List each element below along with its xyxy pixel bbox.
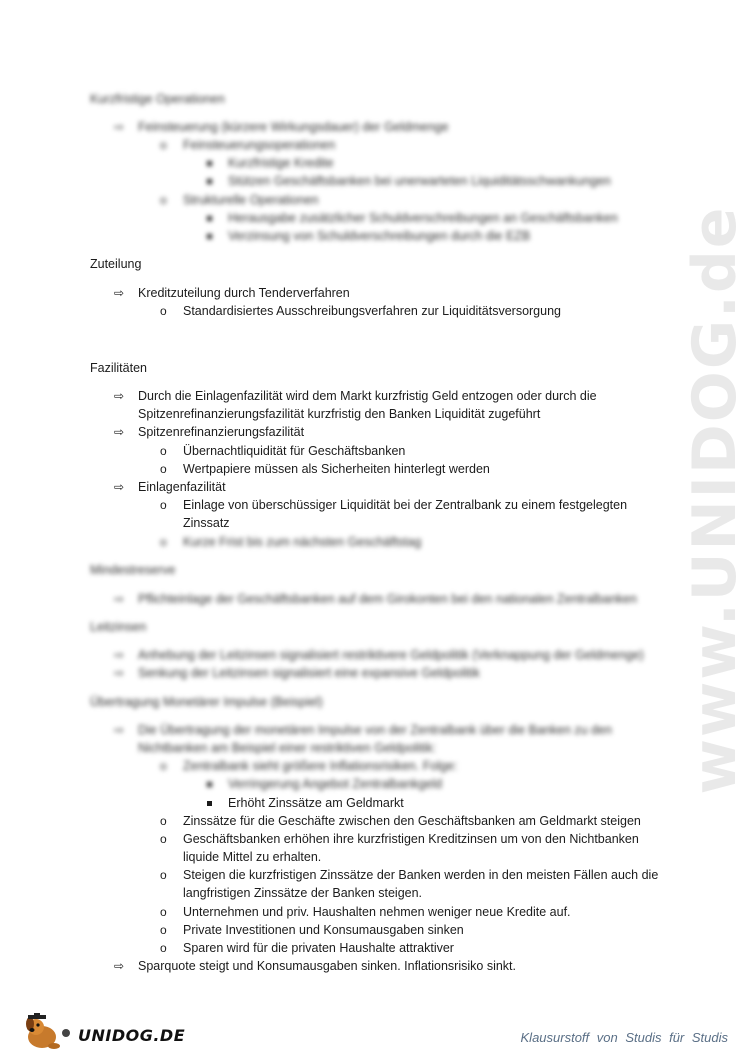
circle-bullet-icon: o [160,814,167,828]
line-text: Spitzenrefinanzierungsfazilität kurzfristig den Banken Liquidität zugeführt [138,407,541,421]
arrow-bullet-icon: ⇨ [114,389,125,403]
line-text: Herausgabe zusätzlicher Schuldverschreibungen an Geschäftsbanken [228,211,618,225]
line-text: Nichtbanken am Beispiel einer restriktiven Geldpolitik: [138,741,437,755]
square-bullet-icon [207,234,212,239]
line-text: Kreditzuteilung durch Tenderverfahren [138,286,350,300]
line-text: Leitzinsen [90,620,147,634]
unidog-logo [22,1013,186,1051]
line-text: Anhebung der Leitzinsen signalisiert restriktivere Geldpolitik (Verknappung der Geldmenge) [138,648,644,662]
square-bullet-icon [207,801,212,806]
line-text: Senkung der Leitzinsen signalisiert eine expansive Geldpolitik [138,666,480,680]
line-text: Feinsteuerungsoperationen [183,138,336,152]
arrow-bullet-icon: ⇨ [114,120,125,134]
line-text: Steigen die kurzfristigen Zinssätze der Banken werden in den meisten Fällen auch die [183,868,659,882]
circle-bullet-icon: o [160,193,167,207]
circle-bullet-icon: o [160,923,167,937]
circle-bullet-icon: o [160,444,167,458]
line-text: Strukturelle Operationen [183,193,319,207]
circle-bullet-icon: o [160,304,167,318]
line-text: Erhöht Zinssätze am Geldmarkt [228,796,404,810]
circle-bullet-icon: o [160,498,167,512]
line-text: Geschäftsbanken erhöhen ihre kurzfristigen Kreditzinsen um von den Nichtbanken [183,832,639,846]
line-text: Wertpapiere müssen als Sicherheiten hinterlegt werden [183,462,490,476]
line-text: liquide Mittel zu erhalten. [183,850,322,864]
line-text: Spitzenrefinanzierungsfazilität [138,425,305,439]
line-text: Fazilitäten [90,361,147,375]
line-text: Mindestreserve [90,563,176,577]
arrow-bullet-icon: ⇨ [114,959,125,973]
line-text: Verzinsung von Schuldverschreibungen durch die EZB [228,229,531,243]
square-bullet-icon [207,216,212,221]
circle-bullet-icon: o [160,941,167,955]
square-bullet-icon [207,179,212,184]
line-text: Kurze Frist bis zum nächsten Geschäftstag [183,535,422,549]
circle-bullet-icon: o [160,905,167,919]
line-text: Verringerung Angebot Zentralbankgeld [228,777,443,791]
square-bullet-icon [207,782,212,787]
line-text: langfristigen Zinssätze der Banken steigen. [183,886,423,900]
circle-bullet-icon: o [160,535,167,549]
line-text: Pflichteinlage der Geschäftsbanken auf dem Girokonten bei den nationalen Zentralbanken [138,592,637,606]
line-text: Sparquote steigt und Konsumausgaben sinken. Inflationsrisiko sinkt. [138,959,517,973]
line-text: Die Übertragung der monetären Impulse von der Zentralbank über die Banken zu den [138,723,612,737]
circle-bullet-icon: o [160,138,167,152]
line-text: Zentralbank sieht größere Inflationsrisiken. Folge: [183,759,458,773]
arrow-bullet-icon: ⇨ [114,425,125,439]
arrow-bullet-icon: ⇨ [114,480,125,494]
line-text: Zinssatz [183,516,230,530]
line-text: Stützen Geschäftsbanken bei unerwarteten Liquiditätsschwankungen [228,174,611,188]
circle-bullet-icon: o [160,759,167,773]
watermark: www.UNIDOG.de [680,205,750,795]
line-text: Unternehmen und priv. Haushalten nehmen weniger neue Kredite auf. [183,905,571,919]
line-text: Kurzfristige Operationen [90,92,225,106]
line-text: Standardisiertes Ausschreibungsverfahren zur Liquiditätsversorgung [183,304,561,318]
line-text: Durch die Einlagenfazilität wird dem Markt kurzfristig Geld entzogen oder durch die [138,389,597,403]
line-text: Private Investitionen und Konsumausgaben sinken [183,923,464,937]
line-text: Einlagenfazilität [138,480,226,494]
arrow-bullet-icon: ⇨ [114,666,125,680]
line-text: Zinssätze für die Geschäfte zwischen den Geschäftsbanken am Geldmarkt steigen [183,814,641,828]
circle-bullet-icon: o [160,868,167,882]
line-text: Zuteilung [90,257,142,271]
footer-slogan: Klausurstoff von Studis für Studis [520,1030,728,1045]
dog-mascot-icon [22,1013,78,1051]
square-bullet-icon [207,161,212,166]
arrow-bullet-icon: ⇨ [114,592,125,606]
logo-text: UNIDOG.DE [78,1026,186,1045]
line-text: Übernachtliquidität für Geschäftsbanken [183,444,406,458]
arrow-bullet-icon: ⇨ [114,723,125,737]
line-text: Einlage von überschüssiger Liquidität bei der Zentralbank zu einem festgelegten [183,498,628,512]
arrow-bullet-icon: ⇨ [114,286,125,300]
circle-bullet-icon: o [160,462,167,476]
line-text: Sparen wird für die privaten Haushalte attraktiver [183,941,454,955]
line-text: Kurzfristige Kredite [228,156,334,170]
circle-bullet-icon: o [160,832,167,846]
line-text: Übertragung Monetärer Impulse (Beispiel) [90,695,323,709]
arrow-bullet-icon: ⇨ [114,648,125,662]
line-text: Feinsteuerung (kürzere Wirkungsdauer) der Geldmenge [138,120,449,134]
